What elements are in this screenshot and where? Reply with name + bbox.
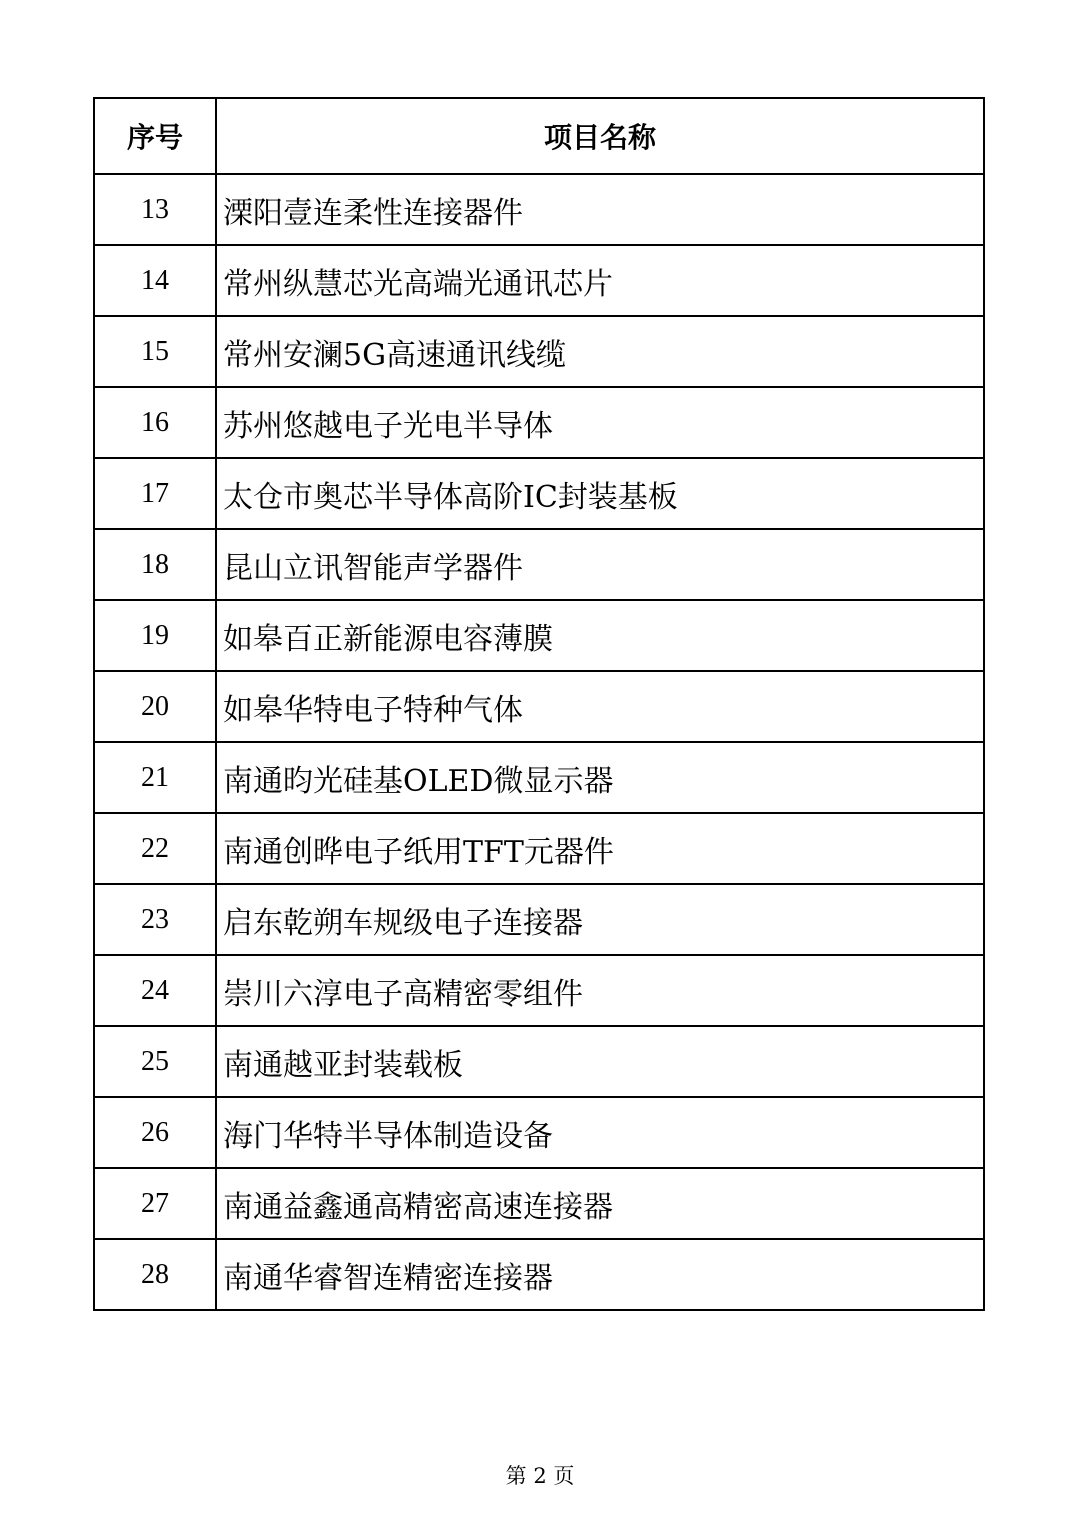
row-project-name: 崇川六淳电子高精密零组件: [216, 955, 984, 1026]
table-row: [94, 245, 984, 316]
table-row: [94, 671, 984, 742]
table-row: [94, 1168, 984, 1239]
row-project-name: 海门华特半导体制造设备: [216, 1097, 984, 1168]
row-project-name: 南通创晔电子纸用TFT元器件: [216, 813, 984, 884]
table-row: [94, 529, 984, 600]
row-number: 13: [94, 174, 216, 245]
row-number: 25: [94, 1026, 216, 1097]
table-row: [94, 884, 984, 955]
table-row: [94, 316, 984, 387]
row-project-name: 如皋百正新能源电容薄膜: [216, 600, 984, 671]
header-project-name: 项目名称: [216, 98, 984, 174]
row-number: 23: [94, 884, 216, 955]
row-project-name: 南通华睿智连精密连接器: [216, 1239, 984, 1310]
row-project-name: 昆山立讯智能声学器件: [216, 529, 984, 600]
table-row: [94, 458, 984, 529]
row-project-name: 常州纵慧芯光高端光通讯芯片: [216, 245, 984, 316]
table-row: [94, 1026, 984, 1097]
row-number: 26: [94, 1097, 216, 1168]
row-number: 22: [94, 813, 216, 884]
table-header-row: [94, 98, 984, 174]
row-project-name: 溧阳壹连柔性连接器件: [216, 174, 984, 245]
page-number: 第 2 页: [505, 1464, 575, 1488]
row-project-name: 南通益鑫通高精密高速连接器: [216, 1168, 984, 1239]
row-project-name: 太仓市奥芯半导体高阶IC封装基板: [216, 458, 984, 529]
row-number: 21: [94, 742, 216, 813]
table-row: [94, 1239, 984, 1310]
row-number: 27: [94, 1168, 216, 1239]
row-project-name: 常州安澜5G高速通讯线缆: [216, 316, 984, 387]
row-number: 28: [94, 1239, 216, 1310]
row-project-name: 启东乾朔车规级电子连接器: [216, 884, 984, 955]
header-number: 序号: [94, 98, 216, 174]
table-row: [94, 387, 984, 458]
row-number: 19: [94, 600, 216, 671]
table-row: [94, 742, 984, 813]
row-number: 24: [94, 955, 216, 1026]
table-row: [94, 174, 984, 245]
row-number: 14: [94, 245, 216, 316]
row-number: 18: [94, 529, 216, 600]
table-row: [94, 813, 984, 884]
row-project-name: 苏州悠越电子光电半导体: [216, 387, 984, 458]
row-project-name: 南通昀光硅基OLED微显示器: [216, 742, 984, 813]
project-table: [93, 97, 985, 1311]
row-number: 16: [94, 387, 216, 458]
row-number: 20: [94, 671, 216, 742]
row-project-name: 如皋华特电子特种气体: [216, 671, 984, 742]
table-row: [94, 1097, 984, 1168]
table-row: [94, 600, 984, 671]
row-project-name: 南通越亚封装载板: [216, 1026, 984, 1097]
row-number: 17: [94, 458, 216, 529]
table-row: [94, 955, 984, 1026]
row-number: 15: [94, 316, 216, 387]
